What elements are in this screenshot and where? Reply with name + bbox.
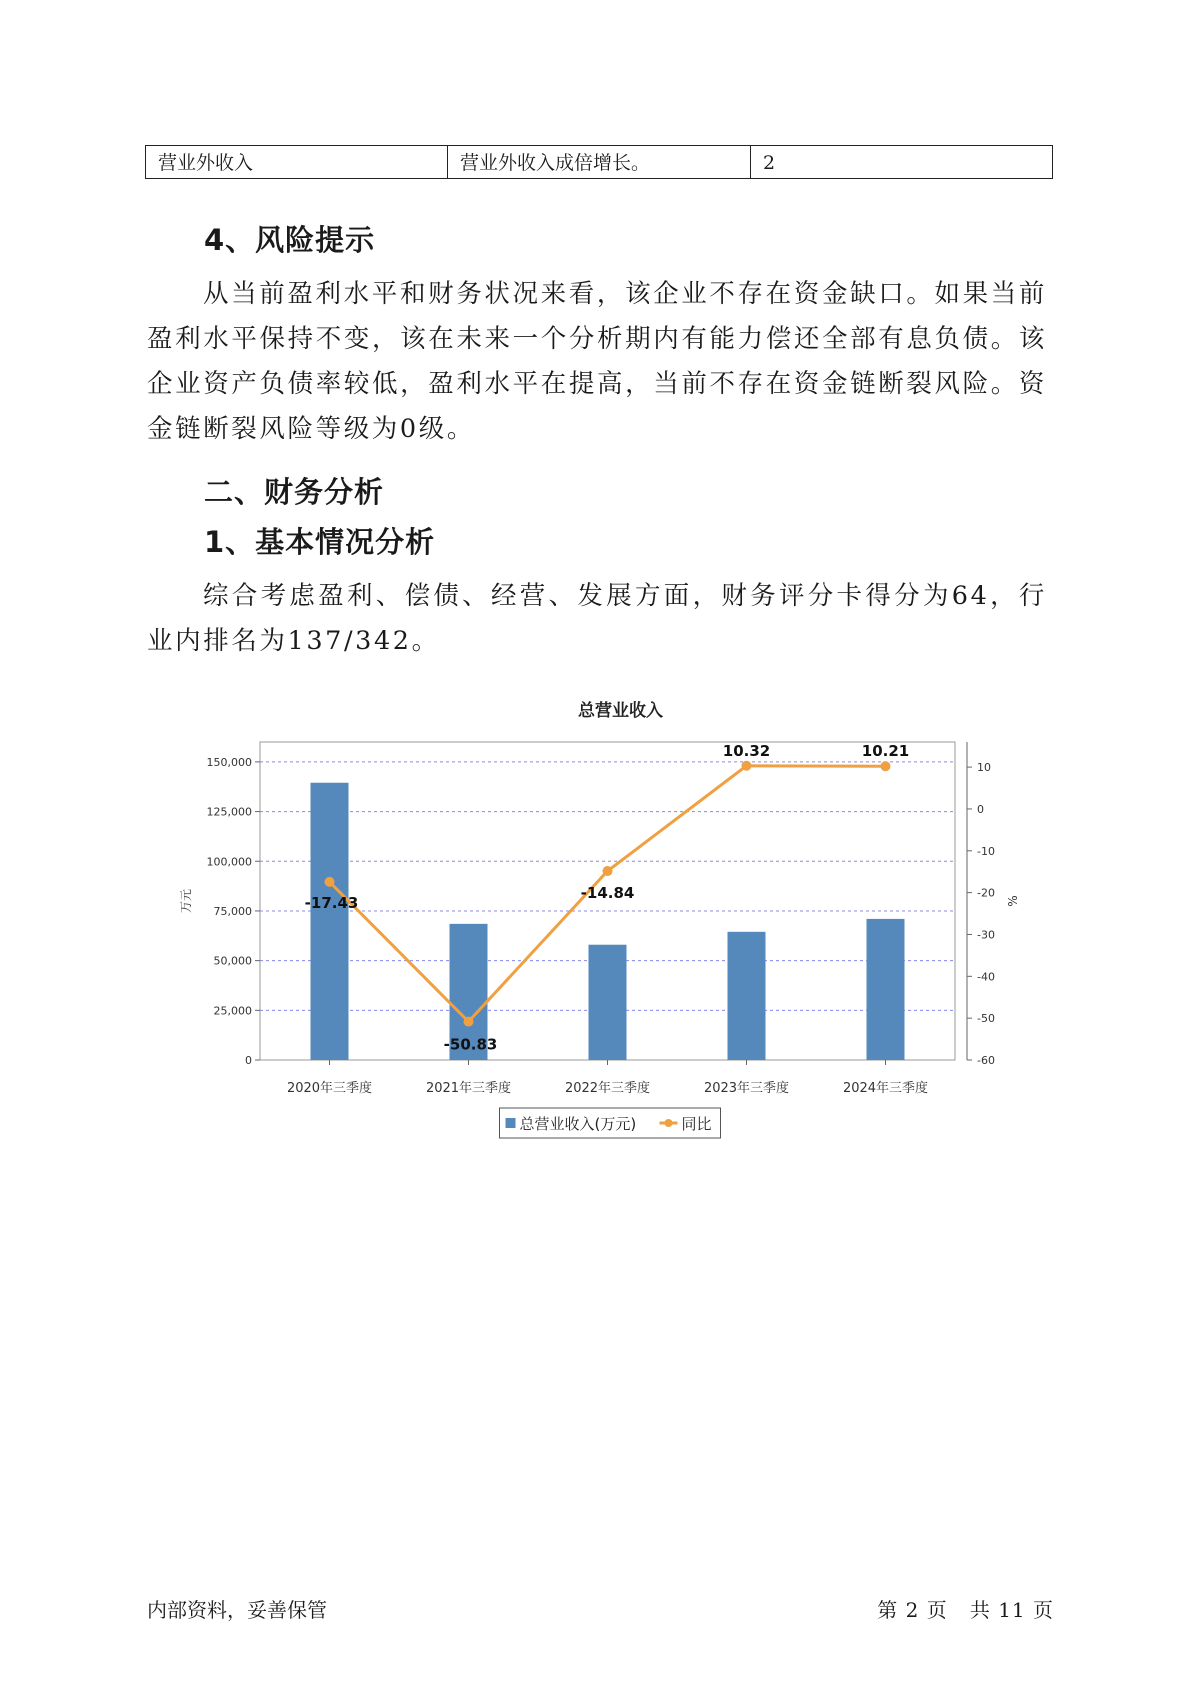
- y-tick-label: 0: [245, 1054, 252, 1067]
- revenue-chart: [160, 690, 1040, 1150]
- legend-line-label: 同比: [681, 1115, 712, 1133]
- footer-total-word: 共: [969, 1598, 991, 1622]
- risk-paragraph: 从当前盈利水平和财务状况来看，该企业不存在资金缺口。如果当前盈利水平保持不变，该在未来一个分析期内有能力偿还全部有息负债。该企业资产负债率较低，盈利水平在提高，当前不存在资金链断裂风险。资金链断裂风险等级为0级。: [147, 279, 1047, 444]
- chart-title: 总营业收入: [578, 701, 663, 721]
- x-tick-label: 2021年三季度: [425, 1081, 512, 1096]
- table-cell-score: 2: [763, 152, 776, 174]
- bar: [728, 932, 766, 1060]
- footer-page-total: 11: [998, 1598, 1026, 1622]
- y2-tick-label: -60: [977, 1054, 995, 1067]
- y-tick-label: 125,000: [206, 805, 252, 819]
- data-label: -14.84: [580, 884, 635, 903]
- footer-page-current: 2: [905, 1598, 920, 1622]
- table-cell-description: 营业外收入成倍增长。: [448, 146, 751, 178]
- legend-bar-swatch: [506, 1118, 516, 1128]
- legend-line-marker: [665, 1119, 673, 1127]
- basic-analysis-heading: 1、基本情况分析: [204, 525, 436, 559]
- series-point: [603, 866, 613, 876]
- series-point: [464, 1017, 474, 1027]
- basic-analysis-paragraph: 综合考虑盈利、偿债、经营、发展方面，财务评分卡得分为64，行业内排名为137/342。: [147, 581, 1047, 656]
- y-tick-label: 50,000: [213, 954, 252, 968]
- y2-tick-label: -20: [977, 886, 995, 900]
- y-axis-label: 万元: [179, 888, 193, 914]
- bar: [867, 919, 905, 1060]
- risk-heading: 4、风险提示: [204, 223, 376, 257]
- y-tick-label: 75,000: [213, 904, 252, 918]
- footer-total-unit: 页: [1033, 1598, 1054, 1622]
- x-tick-label: 2020年三季度: [286, 1081, 373, 1096]
- financial-analysis-heading: 二、财务分析: [204, 475, 385, 509]
- y2-tick-label: -40: [977, 970, 995, 984]
- footer-page-word: 第: [877, 1598, 899, 1622]
- y-tick-label: 100,000: [206, 855, 252, 869]
- y-tick-label: 25,000: [213, 1004, 252, 1018]
- x-tick-label: 2022年三季度: [564, 1081, 651, 1096]
- y2-tick-label: -10: [977, 844, 995, 858]
- data-table-row: [145, 145, 1053, 179]
- x-tick-label: 2024年三季度: [842, 1081, 929, 1096]
- y2-tick-label: -30: [977, 928, 995, 942]
- y2-tick-label: -50: [977, 1012, 995, 1026]
- x-tick-label: 2023年三季度: [703, 1081, 790, 1096]
- series-point: [881, 761, 891, 771]
- y2-axis-label: %: [1006, 895, 1020, 907]
- y2-tick-label: 10: [977, 761, 991, 775]
- y-tick-label: 150,000: [206, 755, 252, 769]
- data-label: -50.83: [443, 1035, 498, 1054]
- footer-page-unit: 页: [926, 1598, 948, 1622]
- series-point: [325, 877, 335, 887]
- data-label: 10.32: [722, 741, 771, 760]
- data-label: 10.21: [861, 742, 910, 761]
- footer-confidential: 内部资料，妥善保管: [147, 1598, 327, 1622]
- bar: [311, 783, 349, 1060]
- data-label: -17.43: [304, 893, 359, 912]
- bar: [589, 945, 627, 1060]
- footer-page-number: [877, 1594, 1054, 1623]
- legend-bar-label: 总营业收入(万元): [519, 1115, 637, 1133]
- y2-tick-label: 0: [977, 802, 984, 816]
- series-point: [742, 761, 752, 771]
- table-cell-item: 营业外收入: [146, 146, 448, 178]
